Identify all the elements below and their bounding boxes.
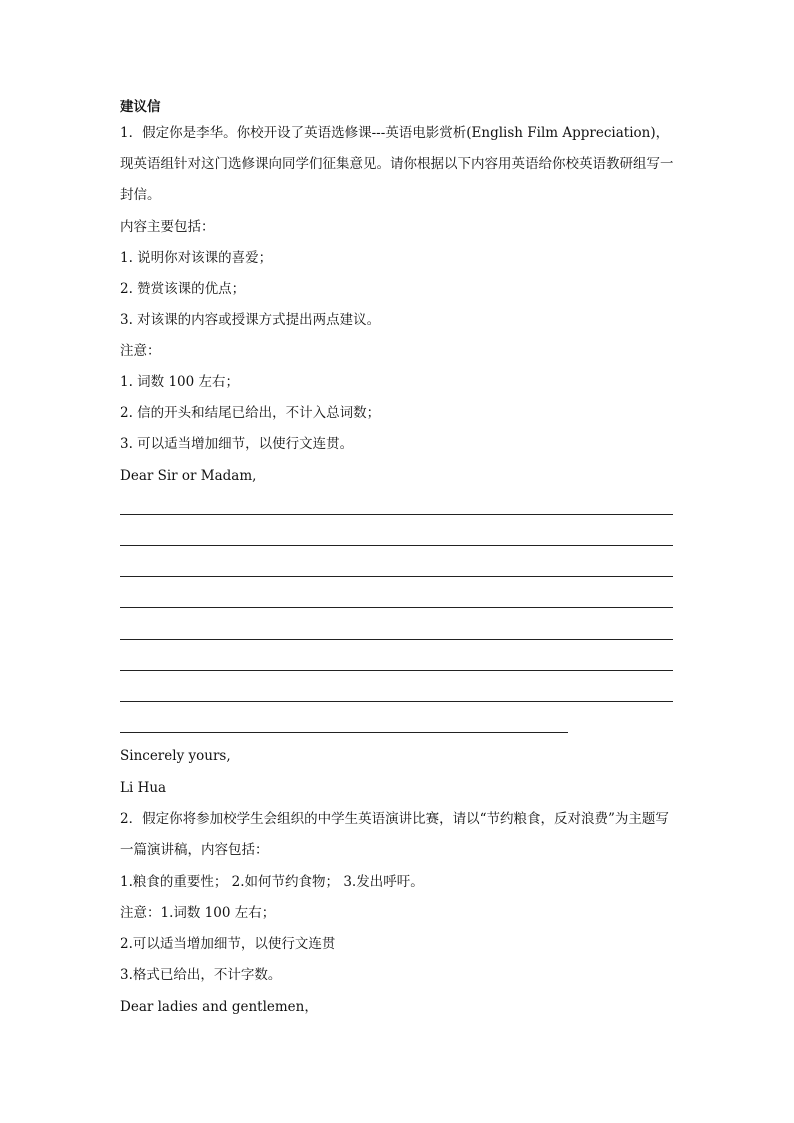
task2-note-2: 2.可以适当增加细节，以使行文连贯 [120, 936, 336, 952]
task1-salutation: Dear Sir or Madam, [120, 468, 257, 484]
task1-note-1: 1. 词数 100 左右； [120, 374, 240, 390]
answer-line [120, 514, 673, 515]
task1-note-title: 注意： [120, 343, 161, 359]
answer-line [120, 670, 673, 671]
task2-note-1: 注意：1.词数 100 左右； [120, 905, 276, 921]
task1-signature: Li Hua [120, 780, 167, 796]
section-heading: 建议信 [120, 99, 161, 115]
task1-closing: Sincerely yours, [120, 748, 231, 764]
answer-line [120, 576, 673, 577]
answer-line [120, 701, 673, 702]
task1-note-3: 3. 可以适当增加细节，以使行文连贯。 [120, 436, 354, 452]
task1-point-3: 3. 对该课的内容或授课方式提出两点建议。 [120, 312, 381, 328]
answer-line [120, 732, 568, 733]
task1-content-title: 内容主要包括： [120, 219, 215, 235]
task1-point-2: 2. 赞赏该课的优点； [120, 281, 246, 297]
task1-prompt: 1．假定你是李华。你校开设了英语选修课---英语电影赏析(English Film Appreciation)，现英语组针对这门选修课向同学们征集意见。请你根据以下内容用英语给你校英语教研组写一封信。 [120, 125, 674, 203]
task1-note-2: 2. 信的开头和结尾已给出，不计入总词数； [120, 405, 381, 421]
task2-salutation: Dear ladies and gentlemen， [120, 999, 318, 1015]
answer-line [120, 639, 673, 640]
answer-line [120, 607, 673, 608]
answer-line [120, 545, 673, 546]
task2-note-3: 3.格式已给出，不计字数。 [120, 967, 282, 983]
task2-points: 1.粮食的重要性； 2.如何节约食物； 3.发出呼吁。 [120, 874, 424, 890]
task2-prompt: 2．假定你将参加校学生会组织的中学生英语演讲比赛，请以“节约粮食，反对浪费”为主题写一篇演讲稿，内容包括： [120, 811, 669, 858]
task1-point-1: 1. 说明你对该课的喜爱； [120, 250, 273, 266]
